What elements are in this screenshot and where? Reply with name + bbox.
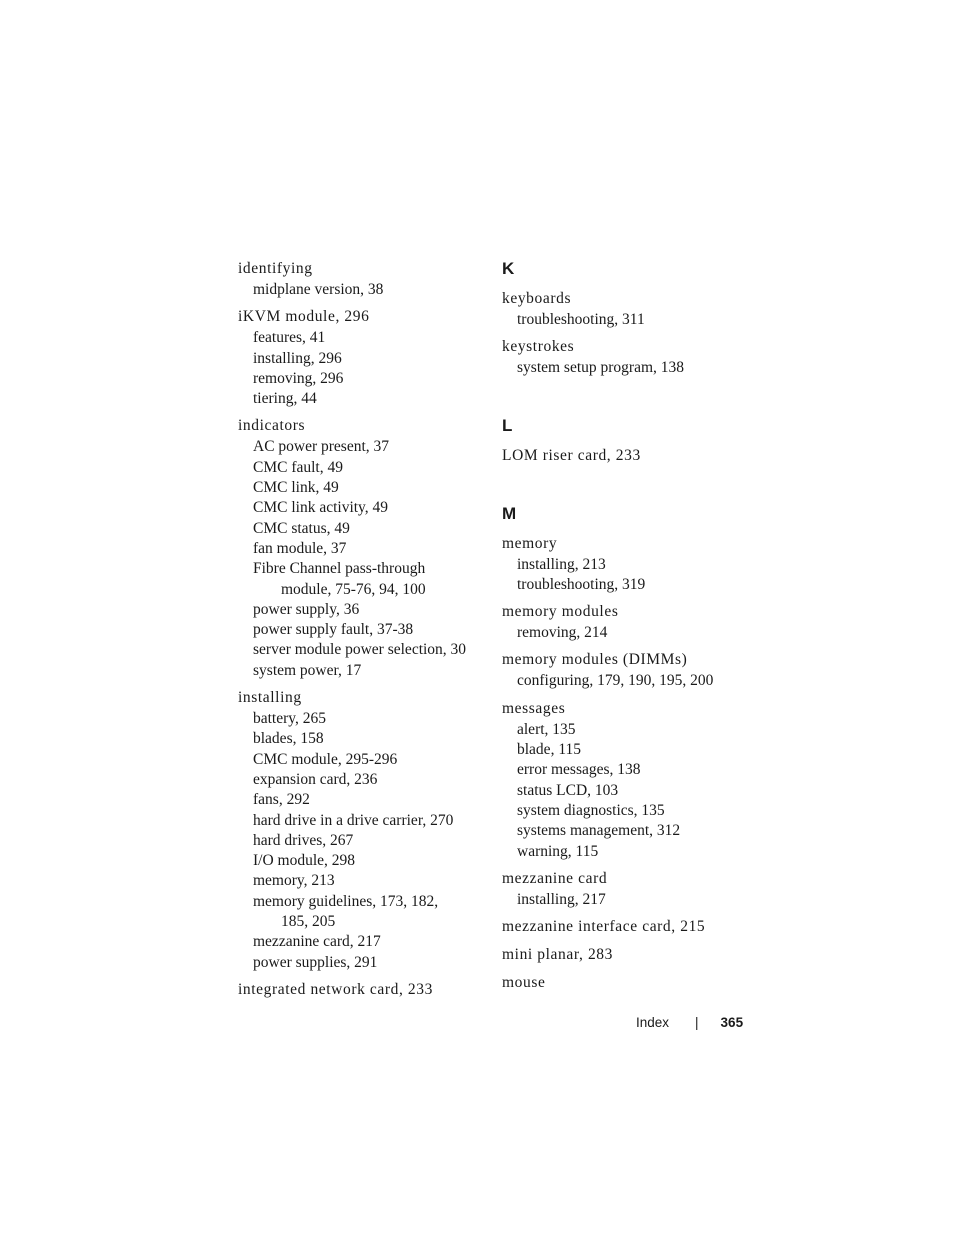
index-term: iKVM module, 296 [238, 308, 370, 326]
index-subentry [502, 671, 762, 691]
subentry-text: removing, 214 [517, 624, 608, 642]
index-term: memory modules (DIMMs) [502, 651, 688, 669]
subentry-text: features, 41 [253, 329, 326, 347]
index-subentry [502, 575, 762, 595]
subentry-text: memory, 213 [253, 872, 335, 890]
subentry-text: mezzanine card, 217 [253, 933, 381, 951]
index-subentry [238, 437, 488, 457]
index-term: mouse [502, 974, 546, 992]
subentry-text: fan module, 37 [253, 539, 347, 557]
subentry-text: system power, 17 [253, 661, 362, 679]
index-subentry [238, 498, 488, 518]
index-entry [238, 305, 488, 409]
subentry-text: server module power selection, 30 [253, 641, 467, 659]
index-subentry [502, 555, 762, 575]
index-subentry [238, 661, 488, 681]
index-entry [502, 648, 762, 691]
index-entry [238, 414, 488, 681]
subentry-text: hard drive in a drive carrier, 270 [253, 811, 454, 829]
index-entry [502, 697, 762, 862]
index-subentry [502, 821, 762, 841]
index-entry [238, 686, 488, 973]
subentry-text: alert, 135 [517, 720, 576, 738]
index-subentry [238, 640, 488, 660]
index-entry [502, 867, 762, 910]
subentry-text: CMC link, 49 [253, 479, 339, 497]
index-subentry [502, 760, 762, 780]
index-subentry [502, 890, 762, 910]
section-letter: M [502, 503, 517, 523]
index-term: identifying [238, 260, 313, 277]
footer-label: Index [636, 1015, 670, 1030]
index-entry [502, 287, 762, 330]
subentry-text: power supply, 36 [253, 600, 360, 618]
index-entry [502, 335, 762, 378]
subentry-text: troubleshooting, 311 [517, 311, 645, 328]
subentry-text: memory guidelines, 173, 182, [253, 892, 439, 910]
index-term: installing [238, 689, 302, 707]
subentry-text: CMC link activity, 49 [253, 499, 389, 517]
subentry-continuation: 185, 205 [281, 913, 336, 931]
index-term: keystrokes [502, 338, 575, 356]
subentry-text: midplane version, 38 [253, 281, 384, 298]
index-subentry [238, 729, 488, 749]
section-letter: K [502, 259, 515, 278]
index-subentry [502, 623, 762, 643]
index-subentry [238, 349, 488, 369]
index-entry [502, 915, 762, 938]
subentry-text: installing, 213 [517, 555, 606, 573]
index-entry [502, 971, 762, 994]
index-entry [238, 257, 488, 300]
subentry-text: battery, 265 [253, 710, 327, 728]
index-term: keyboards [502, 290, 572, 307]
index-subentry [502, 781, 762, 801]
index-subentry [238, 770, 488, 790]
footer-separator: | [695, 1015, 699, 1030]
subentry-text: tiering, 44 [253, 390, 317, 408]
index-entry [502, 600, 762, 643]
index-subentry [238, 280, 488, 300]
subentry-text: status LCD, 103 [517, 781, 619, 799]
index-entry [502, 943, 762, 966]
subentry-text: power supplies, 291 [253, 953, 378, 971]
index-column-left [238, 257, 488, 1006]
subentry-text: power supply fault, 37-38 [253, 621, 414, 639]
index-term: LOM riser card, 233 [502, 446, 641, 464]
index-term: mezzanine card [502, 869, 608, 887]
index-term: memory [502, 534, 558, 552]
index-term: mezzanine interface card, 215 [502, 918, 706, 936]
subentry-text: blade, 115 [517, 741, 581, 759]
index-subentry [238, 831, 488, 851]
index-subentry [502, 358, 762, 378]
index-subentry [502, 801, 762, 821]
index-subentry [238, 539, 488, 559]
subentry-text: AC power present, 37 [253, 438, 390, 456]
subentry-text: expansion card, 236 [253, 770, 378, 788]
index-entry [238, 978, 488, 1001]
page-number: 365 [720, 1015, 744, 1030]
index-subentry [238, 892, 488, 933]
index-term: mini planar, 283 [502, 946, 614, 964]
index-term: messages [502, 699, 566, 717]
index-subentry [502, 842, 762, 862]
subentry-text: installing, 217 [517, 890, 606, 908]
section-spacer [502, 384, 762, 414]
index-subentry [238, 953, 488, 973]
subentry-text: system diagnostics, 135 [517, 801, 665, 819]
index-subentry [238, 811, 488, 831]
index-term: memory modules [502, 603, 619, 621]
index-subentry [238, 369, 488, 389]
index-subentry [238, 750, 488, 770]
subentry-text: warning, 115 [517, 842, 599, 860]
index-subentry [238, 932, 488, 952]
subentry-text: Fibre Channel pass-through [253, 560, 426, 578]
index-subentry [238, 458, 488, 478]
subentry-text: troubleshooting, 319 [517, 575, 646, 593]
index-entry [502, 532, 762, 596]
section-letter: L [502, 415, 513, 435]
index-subentry [502, 740, 762, 760]
section-spacer [502, 472, 762, 502]
index-subentry [238, 328, 488, 348]
index-term: integrated network card, 233 [238, 980, 433, 998]
index-subentry [238, 620, 488, 640]
index-term: indicators [238, 417, 306, 435]
subentry-text: blades, 158 [253, 730, 324, 748]
page-footer [636, 1015, 743, 1030]
index-subentry [238, 871, 488, 891]
subentry-text: system setup program, 138 [517, 359, 685, 377]
subentry-text: CMC fault, 49 [253, 458, 343, 476]
subentry-text: removing, 296 [253, 369, 344, 387]
index-entry [502, 444, 762, 467]
subentry-text: installing, 296 [253, 349, 342, 367]
subentry-text: error messages, 138 [517, 761, 641, 779]
index-subentry [238, 600, 488, 620]
subentry-text: configuring, 179, 190, 195, 200 [517, 672, 714, 690]
index-subentry [238, 389, 488, 409]
subentry-text: systems management, 312 [517, 822, 681, 840]
subentry-text: CMC module, 295-296 [253, 750, 398, 768]
index-subentry [238, 478, 488, 498]
index-subentry [238, 851, 488, 871]
index-subentry [502, 720, 762, 740]
index-subentry [238, 559, 488, 600]
subentry-text: hard drives, 267 [253, 831, 354, 849]
subentry-text: fans, 292 [253, 791, 310, 809]
subentry-text: I/O module, 298 [253, 852, 356, 870]
index-column-right [502, 257, 762, 999]
index-subentry [238, 790, 488, 810]
index-subentry [502, 310, 762, 330]
index-subentry [238, 709, 488, 729]
subentry-text: CMC status, 49 [253, 519, 350, 537]
subentry-continuation: module, 75-76, 94, 100 [281, 580, 426, 598]
index-subentry [238, 519, 488, 539]
